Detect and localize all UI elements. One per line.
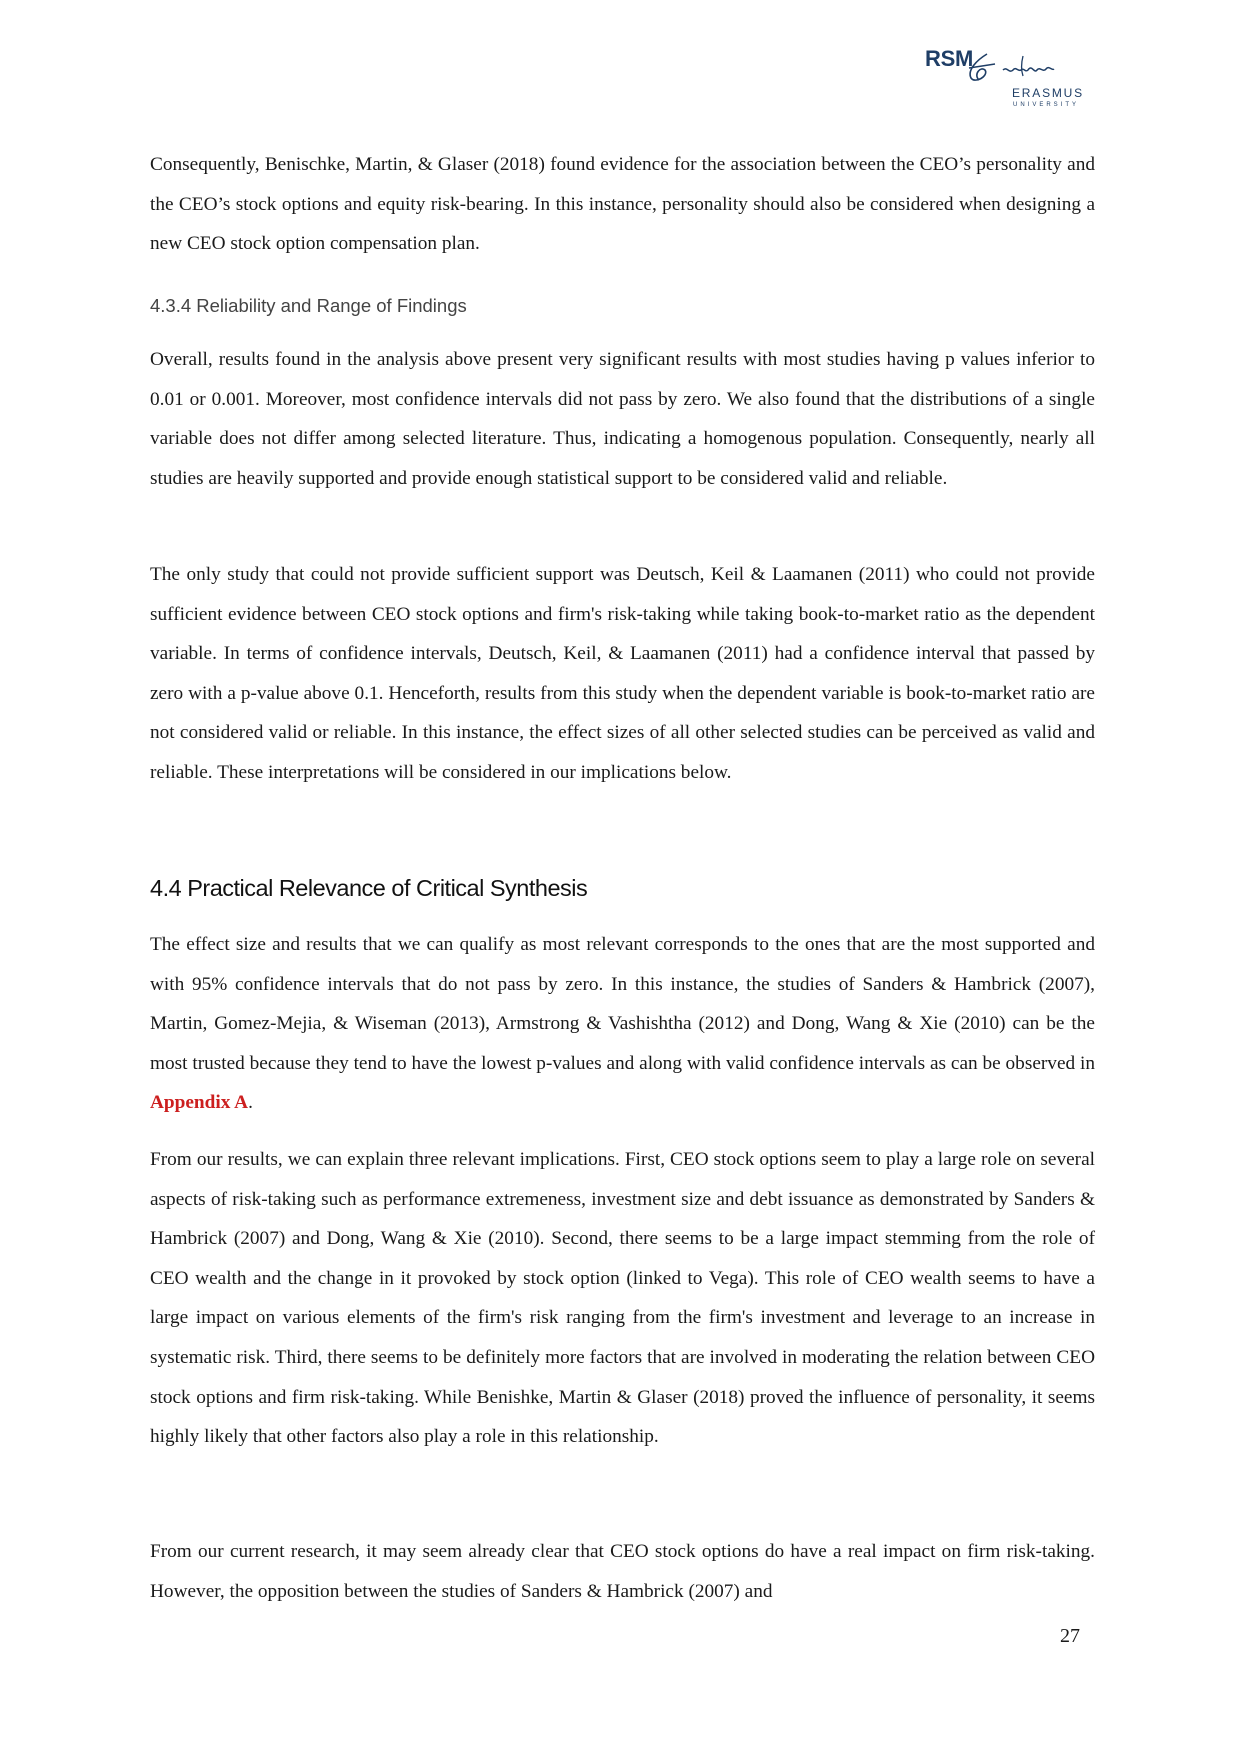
erasmus-signature-icon xyxy=(965,46,1090,88)
subheading-reliability: 4.3.4 Reliability and Range of Findings xyxy=(150,295,467,316)
paragraph-deutsch-study: The only study that could not provide sufficient support was Deutsch, Keil & Laamanen (2011) who could not provide sufficient evidence between CEO stock options and firm's risk-taking while taking book-to-market ratio as the dependent variable. In terms of confidence intervals, Deutsch, Keil, & Laamanen (2011) had a confidence interval that passed by zero with a p-value above 0.1. Henceforth, results from this study when the dependent variable is book-to-market ratio are not considered valid or reliable. In this instance, the effect sizes of all other selected studies can be perceived as valid and reliable. These interpretations will be considered in our implications below. xyxy=(150,564,1095,783)
logo-erasmus-text: ERASMUS xyxy=(1012,86,1084,100)
paragraph-effect-size-end: . xyxy=(248,1092,253,1114)
logo-rsm-text: RSM xyxy=(925,46,973,71)
page-number: 27 xyxy=(1060,1625,1080,1647)
paragraph-overall-results: Overall, results found in the analysis above present very significant results with most studies having p values inferior to 0.01 or 0.001. Moreover, most confidence intervals did not pass by zero. We also found that the distributions of a single variable does not differ among selected literature. Thus, indicating a homogenous population. Consequently, nearly all studies are heavily supported and provide enough statistical support to be considered valid and reliable. xyxy=(150,349,1095,489)
rsm-erasmus-logo xyxy=(925,46,1090,116)
paragraph-implications: From our results, we can explain three relevant implications. First, CEO stock options seem to play a large role on several aspects of risk-taking such as performance extremeness, investment size and debt issuance as demonstrated by Sanders & Hambrick (2007) and Dong, Wang & Xie (2010). Second, there seems to be a large impact stemming from the role of CEO wealth and the change in it provoked by stock option (linked to Vega). This role of CEO wealth seems to have a large impact on various elements of the firm's risk ranging from the firm's investment and leverage to an increase in systematic risk. Third, there seems to be definitely more factors that are involved in moderating the relation between CEO stock options and firm risk-taking. While Benishke, Martin & Glaser (2018) proved the influence of personality, it seems highly likely that other factors also play a role in this relationship. xyxy=(150,1149,1095,1448)
logo-university-text: UNIVERSITY xyxy=(1013,102,1080,108)
paragraph-effect-size xyxy=(150,925,1095,1123)
section-heading-practical-relevance: 4.4 Practical Relevance of Critical Synthesis xyxy=(150,875,588,901)
appendix-a-link[interactable]: Appendix A xyxy=(150,1092,249,1114)
paragraph-effect-size-text: The effect size and results that we can qualify as most relevant corresponds to the ones that are the most supported and with 95% confidence intervals that do not pass by zero. In this instance, the studies of Sanders & Hambrick (2007), Martin, Gomez-Mejia, & Wiseman (2013), Armstrong & Vashishtha (2012) and Dong, Wang & Xie (2010) can be the most trusted because they tend to have the lowest p-values and along with valid confidence intervals as can be observed in xyxy=(150,934,1095,1074)
paragraph-personality: Consequently, Benischke, Martin, & Glaser (2018) found evidence for the association between the CEO’s personality and the CEO’s stock options and equity risk-bearing. In this instance, personality should also be considered when designing a new CEO stock option compensation plan. xyxy=(150,154,1095,255)
paragraph-current-research: From our current research, it may seem already clear that CEO stock options do have a real impact on firm risk-taking. However, the opposition between the studies of Sanders & Hambrick (2007) and xyxy=(150,1541,1095,1602)
